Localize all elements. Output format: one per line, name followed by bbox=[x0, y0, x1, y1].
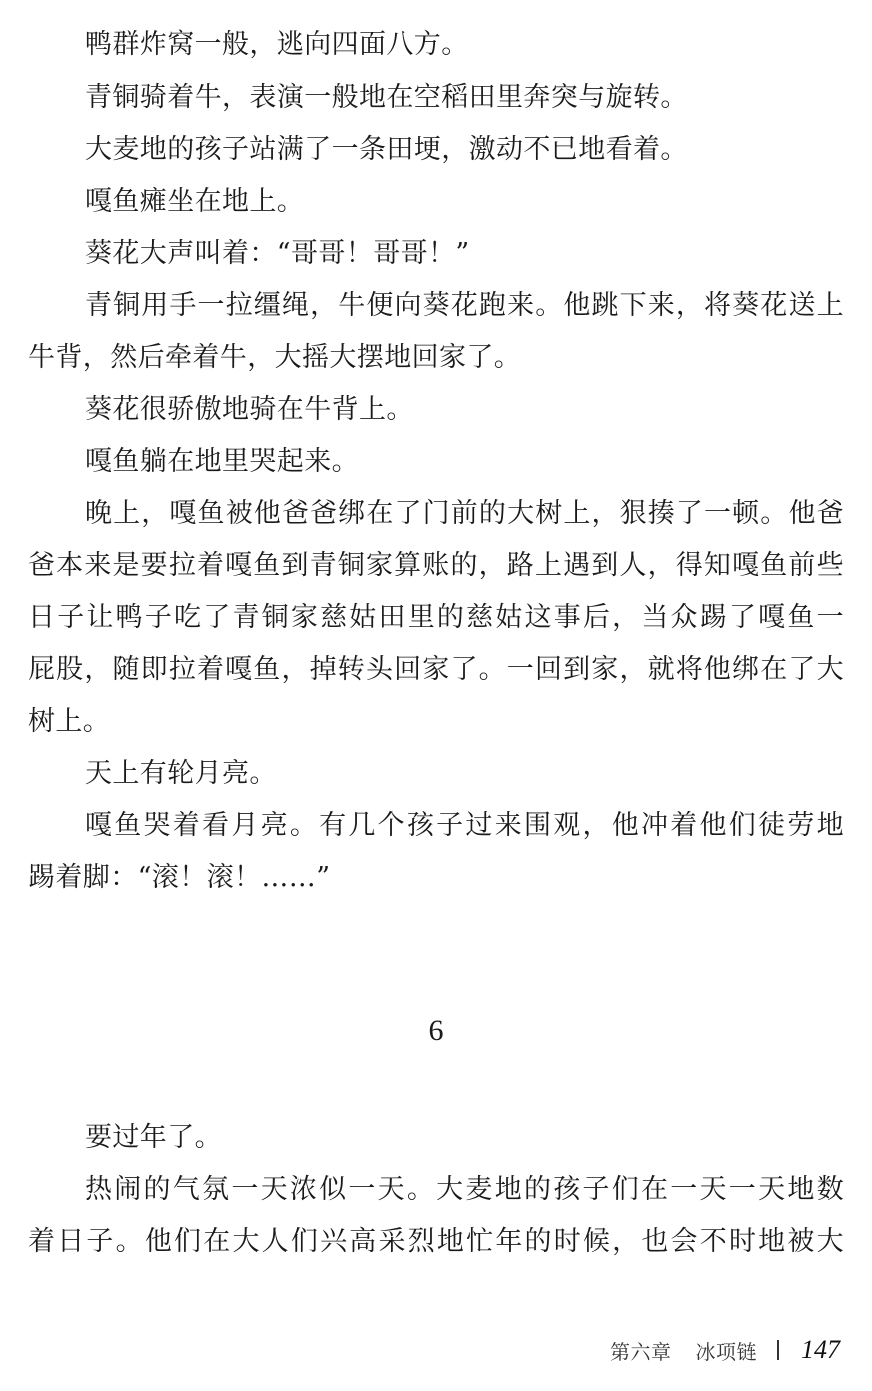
paragraph-line: 鸭群炸窝一般，逃向四面八方。 bbox=[85, 29, 469, 60]
footer-chapter-title: 冰项链 bbox=[695, 1339, 757, 1364]
paragraph-line: 着日子。他们在大人们兴高采烈地忙年的时候，也会不时地被大 bbox=[28, 1226, 844, 1257]
paragraph-line: 葵花大声叫着：“哥哥！哥哥！” bbox=[85, 238, 470, 269]
paragraph-line: 树上。 bbox=[28, 706, 111, 737]
footer-chapter: 第六章 bbox=[610, 1339, 672, 1364]
paragraph-line: 嘎鱼瘫坐在地上。 bbox=[85, 186, 305, 217]
paragraph-line: 要过年了。 bbox=[85, 1122, 222, 1153]
paragraph-line: 葵花很骄傲地骑在牛背上。 bbox=[85, 394, 414, 425]
paragraph-line: 屁股，随即拉着嘎鱼，掉转头回家了。一回到家，就将他绑在了大 bbox=[28, 654, 844, 685]
paragraph-line: 青铜用手一拉缰绳，牛便向葵花跑来。他跳下来，将葵花送上 bbox=[85, 290, 844, 321]
section-number: 6 bbox=[428, 1014, 444, 1047]
paragraph-line: 爸本来是要拉着嘎鱼到青铜家算账的，路上遇到人，得知嘎鱼前些 bbox=[28, 550, 844, 581]
paragraph-line: 大麦地的孩子站满了一条田埂，激动不已地看着。 bbox=[85, 134, 688, 165]
paragraph-line: 踢着脚：“滚！滚！……” bbox=[28, 862, 331, 893]
footer-separator bbox=[777, 1340, 779, 1360]
paragraph-line: 日子让鸭子吃了青铜家慈姑田里的慈姑这事后，当众踢了嘎鱼一 bbox=[28, 602, 844, 633]
paragraph-line: 晚上，嘎鱼被他爸爸绑在了门前的大树上，狠揍了一顿。他爸 bbox=[85, 498, 844, 529]
paragraph-line: 嘎鱼躺在地里哭起来。 bbox=[85, 446, 359, 477]
page-footer bbox=[610, 1334, 840, 1366]
page-number: 147 bbox=[801, 1335, 840, 1364]
paragraph-line: 热闹的气氛一天浓似一天。大麦地的孩子们在一天一天地数 bbox=[85, 1174, 844, 1205]
paragraph-line: 嘎鱼哭着看月亮。有几个孩子过来围观，他冲着他们徒劳地 bbox=[85, 810, 844, 841]
paragraph-line: 天上有轮月亮。 bbox=[85, 758, 277, 789]
paragraph-line: 牛背，然后牵着牛，大摇大摆地回家了。 bbox=[28, 342, 522, 373]
paragraph-line: 青铜骑着牛，表演一般地在空稻田里奔突与旋转。 bbox=[85, 82, 688, 113]
